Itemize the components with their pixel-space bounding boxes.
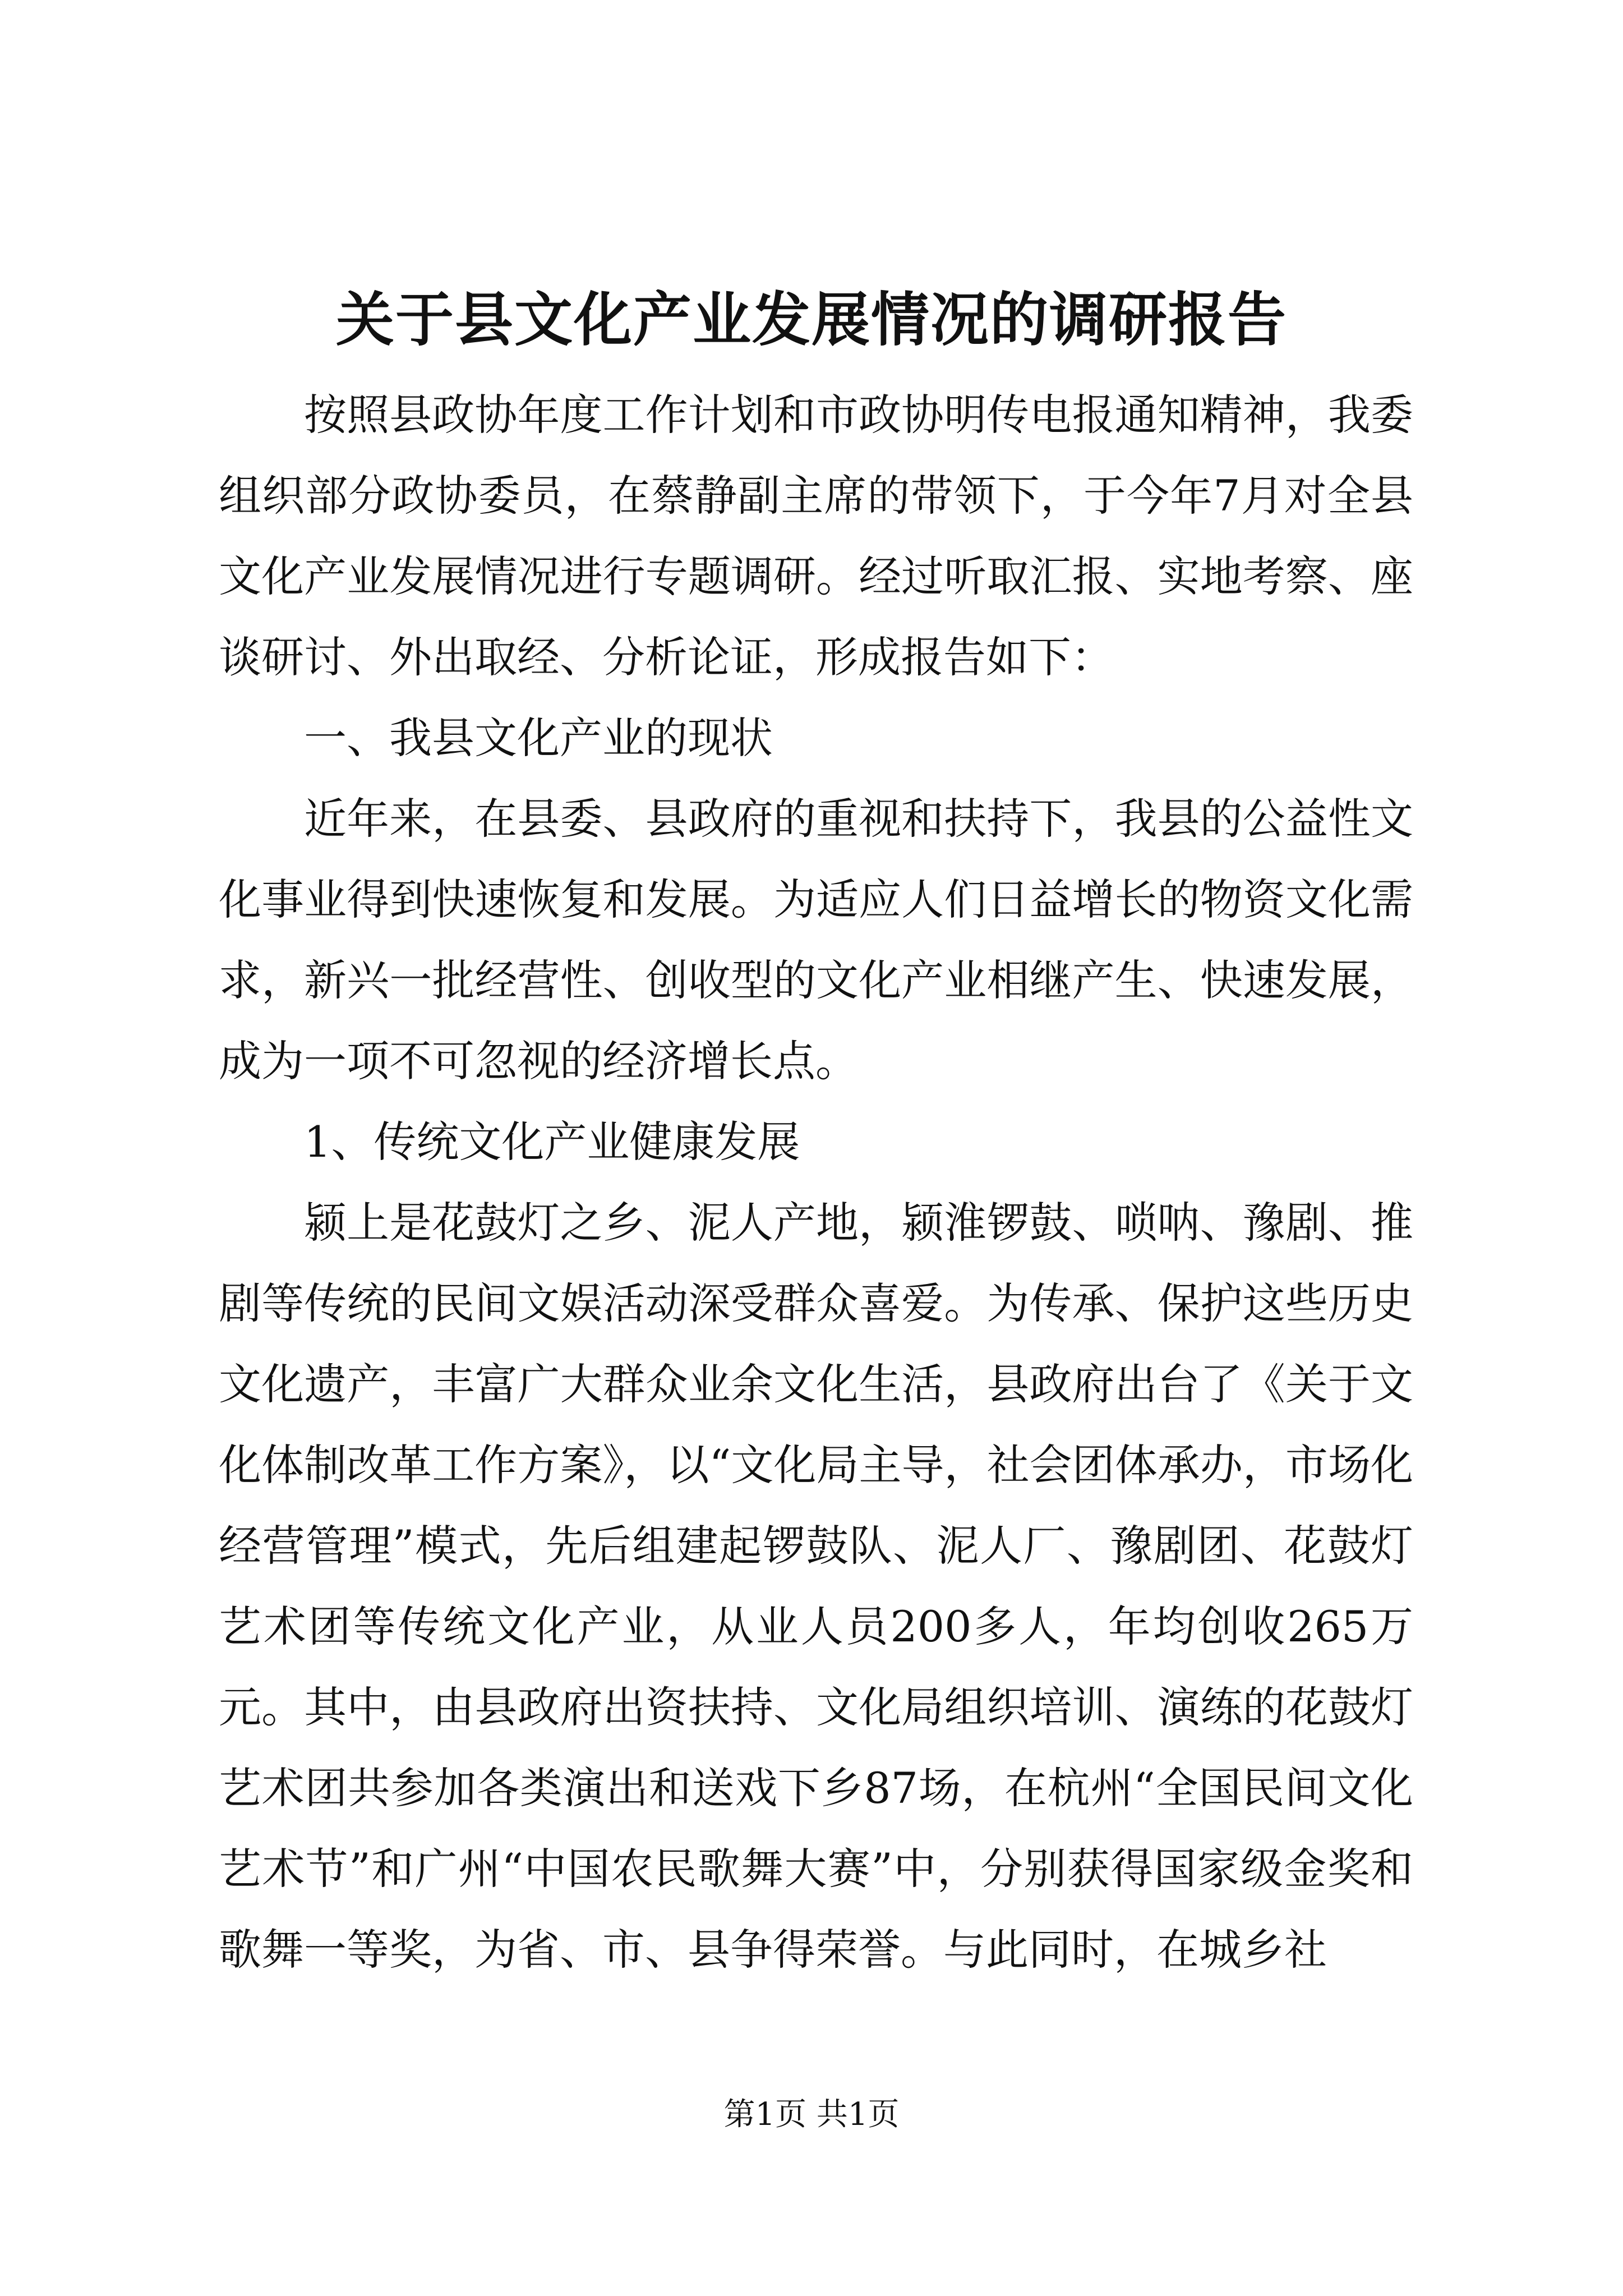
page-footer: 第1页 共1页 [723, 2096, 900, 2133]
section-heading-status: 一、我县文化产业的现状 [304, 713, 773, 763]
document-body [219, 375, 1413, 1990]
document-title: 关于县文化产业发展情况的调研报告 [335, 285, 1287, 354]
subsection-heading-traditional: 1、传统文化产业健康发展 [304, 1117, 800, 1167]
paragraph-overview: 近年来，在县委、县政府的重视和扶持下，我县的公益性文化事业得到快速恢复和发展。为适应人们日益增长的物资文化需求，新兴一批经营性、创收型的文化产业相继产生、快速发展，成为一项不可忽视的经济增长点。 [219, 794, 1413, 1086]
paragraph-intro: 按照县政协年度工作计划和市政协明传电报通知精神，我委组织部分政协委员，在蔡静副主席的带领下，于今年7月对全县文化产业发展情况进行专题调研。经过听取汇报、实地考察、座谈研讨、外出取经、分析论证，形成报告如下： [219, 390, 1413, 682]
paragraph-traditional: 颍上是花鼓灯之乡、泥人产地，颍淮锣鼓、唢呐、豫剧、推剧等传统的民间文娱活动深受群众喜爱。为传承、保护这些历史文化遗产，丰富广大群众业余文化生活，县政府出台了《关于文化体制改革工作方案》，以“文化局主导，社会团体承办，市场化经营管理”模式，先后组建起锣鼓队、泥人厂、豫剧团、花鼓灯艺术团等传统文化产业，从业人员200多人，年均创收265万元。其中，由县政府出资扶持、文化局组织培训、演练的花鼓灯艺术团共参加各类演出和送戏下乡87场，在杭州“全国民间文化艺术节”和广州“中国农民歌舞大赛”中，分别获得国家级金奖和歌舞一等奖，为省、市、县争得荣誉。与此同时，在城乡社 [219, 1198, 1413, 1975]
